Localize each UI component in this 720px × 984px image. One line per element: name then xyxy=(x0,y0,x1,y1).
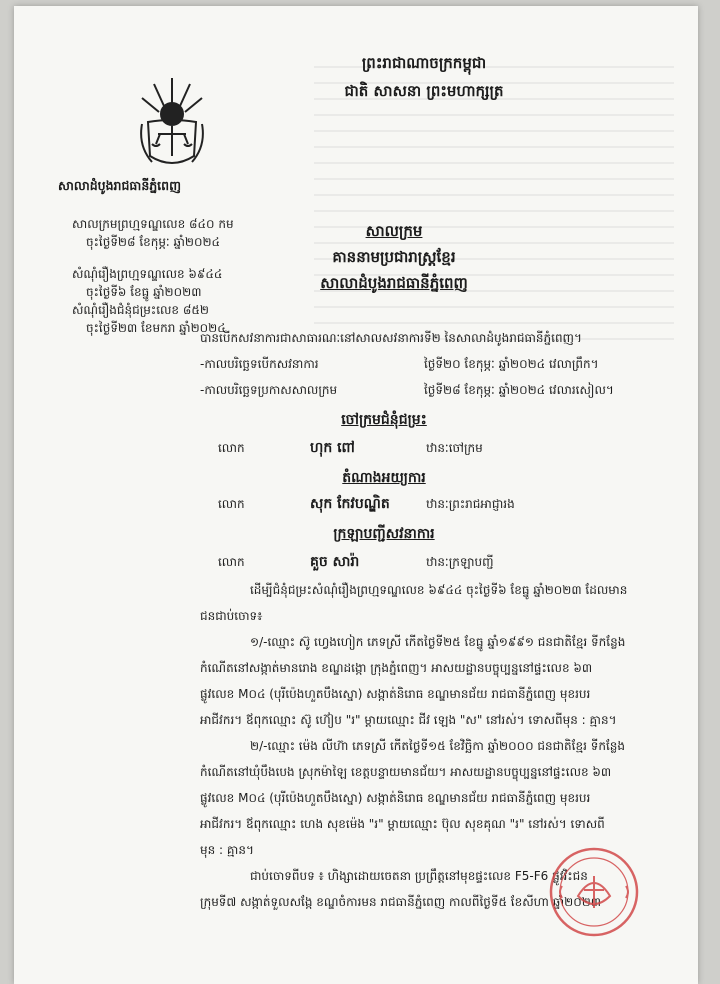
schedule-label-1: -កាលបរិច្ឆេទបើកសវនាការ xyxy=(200,357,319,371)
body-line-3: ១/-ឈ្មោះ ស៊ូ ហ្វេងហៀក ភេទស្រី កើតថ្ងៃទី២៥ ខែធ្នូ ឆ្នាំ១៩៩១ ជនជាតិខ្មែរ ទីកន្លែង xyxy=(250,635,626,649)
court-emblem xyxy=(132,74,212,174)
judgment-title: សាលក្រម xyxy=(365,222,423,240)
schedule-value-2: ថ្ងៃទី២៨ ខែកុម្ភៈ ឆ្នាំ២០២៤ វេលារសៀល។ xyxy=(424,383,614,397)
body-line-11: មុន : គ្មាន។ xyxy=(200,843,254,857)
section-heading-prosecutor: តំណាងអយ្យការ xyxy=(342,470,426,486)
clerk-name: គួច សារ៉ា xyxy=(310,554,360,570)
prosecutor-title: លោក xyxy=(218,497,245,511)
body-line-12: ជាប់ចោទពីបទ ៖ ហិង្សាដោយចេតនា ប្រព្រឹត្តនៅមុខផ្ទះលេខ F5-F6 ផ្លូវវិះជន xyxy=(250,869,588,883)
judge-title: លោក xyxy=(218,441,245,455)
body-line-10: អាជីវករ។ ឪពុកឈ្មោះ ហេង សុខម៉េង "រ" ម្តាយឈ្មោះ ប៊ុល សុខគុណ "រ" នៅរស់។ ទោសពី xyxy=(200,817,605,831)
national-motto: ជាតិ សាសនា ព្រះមហាក្សត្រ xyxy=(344,82,504,100)
judgment-date: ចុះថ្ងៃទី២៨ ខែកុម្ភៈ ឆ្នាំ២០២៤ xyxy=(86,235,221,249)
schedule-label-2: -កាលបរិច្ឆេទប្រកាសសាលក្រម xyxy=(200,383,338,397)
court-name: សាលាដំបូងរាជធានីភ្នំពេញ xyxy=(58,178,181,193)
body-line-9: ផ្លូវលេខ M០៤ (បុរីប៉េងហួតបឹងស្នោ) សង្កាត់និរោធ ខណ្ឌមានជ័យ រាជធានីភ្នំពេញ មុខរបរ xyxy=(200,791,591,805)
body-line-1: ដើម្បីជំនុំជម្រះសំណុំរឿងព្រហ្មទណ្ឌលេខ ៦៩៤៤ ចុះថ្ងៃទី៦ ខែធ្នូ ឆ្នាំ២០២៣ ដែលមាន xyxy=(250,583,628,597)
schedule-value-1: ថ្ងៃទី២០ ខែកុម្ភៈ ឆ្នាំ២០២៤ វេលាព្រឹក។ xyxy=(424,357,599,371)
file-number: សំណុំរឿងជំនុំជម្រះលេខ ៨៥២ xyxy=(72,303,209,317)
section-heading-clerk: ក្រឡាបញ្ជីសវនាការ xyxy=(333,526,435,542)
body-line-8: កំណើតនៅឃុំបឹងបេង ស្រុកម៉ាឡៃ ខេត្តបន្ទាយមានជ័យ។ អាសយដ្ឋានបច្ចុប្បន្ននៅផ្ទះលេខ ៦៣ xyxy=(200,765,612,779)
body-line-2: ជនជាប់ចោទ៖ xyxy=(200,609,263,623)
judge-name: ហុក ពៅ xyxy=(310,440,355,456)
bleed-through-text xyxy=(314,66,674,346)
people-title: គាននាមប្រជារាស្ត្រខ្មែរ xyxy=(332,248,456,266)
document-page xyxy=(14,6,698,984)
body-line-4: កំណើតនៅសង្កាត់មានរោង ខណ្ឌដង្កោ ក្រុងភ្នំពេញ។ អាសយដ្ឋានបច្ចុប្បន្ននៅផ្ទះលេខ ៦៣ xyxy=(200,661,593,675)
prosecutor-name: សុក កែវបណ្ឌិត xyxy=(310,496,390,512)
judgment-number: សាលក្រមព្រហ្មទណ្ឌលេខ ៨៤០ កម xyxy=(72,217,234,231)
body-line-7: ២/-ឈ្មោះ ម៉េង លីហ៊ា ភេទស្រី កើតថ្ងៃទី១៥ ខែវិច្ឆិកា ឆ្នាំ២០០០ ជនជាតិខ្មែរ ទីកន្លែង xyxy=(250,739,625,753)
body-line-6: អាជីវករ។ ឪពុកឈ្មោះ ស៊ូ ហ៊ៀប "រ" ម្តាយឈ្មោះ ជីវ ឡេង "ស" នៅរស់។ ទោសពីមុន : គ្មាន។ xyxy=(200,713,617,727)
kingdom-heading: ព្រះរាជាណាចក្រកម្ពុជា xyxy=(361,54,487,72)
file-date: ចុះថ្ងៃទី២៣ ខែមករា ឆ្នាំ២០២៤ xyxy=(86,321,226,335)
case-date: ចុះថ្ងៃទី៦ ខែធ្នូ ឆ្នាំ២០២៣ xyxy=(86,285,202,299)
case-number: សំណុំរឿងព្រហ្មទណ្ឌលេខ ៦៩៤៤ xyxy=(72,267,223,281)
court-seal-stamp xyxy=(548,846,640,938)
clerk-role: ឋានៈក្រឡាបញ្ជី xyxy=(426,555,494,569)
section-heading-judge: ចៅក្រមជំនុំជម្រះ xyxy=(341,412,427,428)
court-title: សាលាដំបូងរាជធានីភ្នំពេញ xyxy=(320,274,468,292)
clerk-title: លោក xyxy=(218,555,245,569)
judge-role: ឋានៈចៅក្រម xyxy=(426,441,483,455)
body-line-5: ផ្លូវលេខ M០៤ (បុរីប៉េងហួតបឹងស្នោ) សង្កាត់និរោធ ខណ្ឌមានជ័យ រាជធានីភ្នំពេញ មុខរបរ xyxy=(200,687,591,701)
opening-statement: បានបើកសវនាការជាសាធារណៈនៅសាលសវនាការទី២ នៃសាលាដំបូងរាជធានីភ្នំពេញ។ xyxy=(200,331,582,345)
body-line-13: ក្រុមទី៧ សង្កាត់ទួលសង្កែ ខណ្ឌចំការមន រាជធានីភ្នំពេញ កាលពីថ្ងៃទី៥ ខែសីហា ឆ្នាំ២០២៣ xyxy=(200,895,602,909)
prosecutor-role: ឋានៈព្រះរាជអាជ្ញារង xyxy=(426,497,515,511)
